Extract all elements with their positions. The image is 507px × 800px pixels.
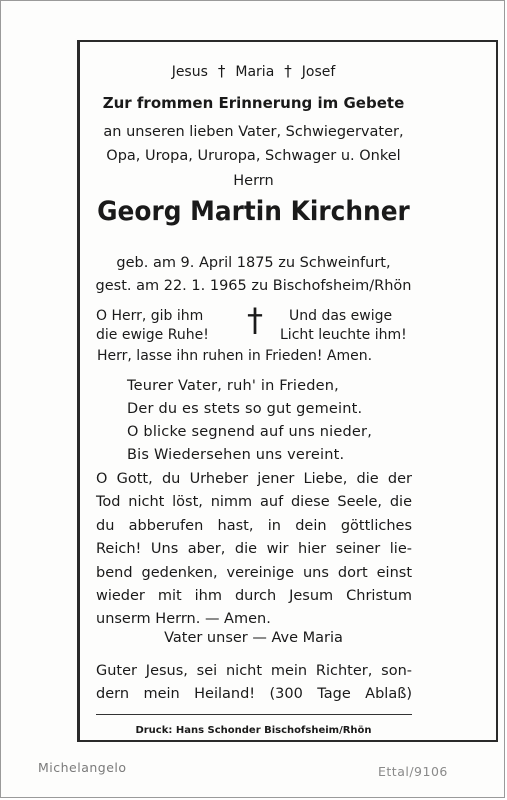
verse-line: O blicke segnend auf uns nieder, xyxy=(127,424,373,440)
prose-line: Tod nicht löst, nimm auf diese Seele, die xyxy=(96,494,412,511)
death-line: gest. am 22. 1. 1965 zu Bischofsheim/Rhön xyxy=(95,278,412,294)
deceased-name: Georg Martin Kirchner xyxy=(97,196,410,227)
prose-line: Reich! Uns aber, die wir hier seiner lie- xyxy=(96,541,412,558)
guter-jesus-line-1: Guter Jesus, sei nicht mein Richter, son- xyxy=(96,663,412,679)
prayer-right-line-1: Und das ewige xyxy=(289,308,393,324)
cross-icon: † xyxy=(217,62,226,80)
verse-line: Teurer Vater, ruh' in Frieden, xyxy=(127,378,339,394)
prose-line: du abberufen hast, in dein göttliches xyxy=(96,517,412,534)
relation-line-1: an unseren lieben Vater, Schwiegervater, xyxy=(103,124,404,140)
prose-line: O Gott, du Urheber jener Liebe, die der xyxy=(96,471,412,487)
relation-line-2: Opa, Uropa, Ururopa, Schwager u. Onkel xyxy=(106,148,401,164)
artist-credit: Michelangelo xyxy=(38,760,127,775)
prose-paragraph xyxy=(96,468,412,632)
birth-line: geb. am 9. April 1875 zu Schweinfurt, xyxy=(116,255,391,271)
prayer-left-line-1: O Herr, gib ihm xyxy=(96,308,204,324)
invocation-maria: Maria xyxy=(235,64,275,80)
invocation-line xyxy=(0,62,507,80)
intro-heading: Zur frommen Erinnerung im Gebete xyxy=(102,94,405,112)
guter-jesus-paragraph xyxy=(96,660,412,706)
invocation-jesus: Jesus xyxy=(171,64,208,80)
cross-icon: † xyxy=(284,62,292,80)
prayer-line-3: Herr, lasse ihn ruhen in Frieden! Amen. xyxy=(97,348,373,364)
vater-unser-line: Vater unser — Ave Maria xyxy=(164,630,343,646)
prayer-right-line-2: Licht leuchte ihm! xyxy=(280,327,407,343)
large-cross-icon: † xyxy=(247,301,263,339)
invocation-josef: Josef xyxy=(301,64,336,80)
prose-line: bend gedenken, vereinige uns dort einst xyxy=(96,564,412,581)
guter-jesus-line-2: dern mein Heiland! (300 Tage Ablaß) xyxy=(96,686,412,702)
verse-line: Bis Wiedersehen uns vereint. xyxy=(127,447,345,463)
honorific: Herrn xyxy=(233,173,274,189)
printer-credit: Druck: Hans Schonder Bischofsheim/Rhön xyxy=(135,725,372,736)
prayer-left-line-2: die ewige Ruhe! xyxy=(96,327,209,343)
divider-rule xyxy=(96,714,412,715)
prose-line: unserm Herrn. — Amen. xyxy=(96,611,271,628)
verse-line: Der du es stets so gut gemeint. xyxy=(127,401,363,417)
publisher-code: Ettal/9106 xyxy=(378,764,448,779)
prose-line: wieder mit ihm durch Jesum Christum xyxy=(96,588,412,605)
